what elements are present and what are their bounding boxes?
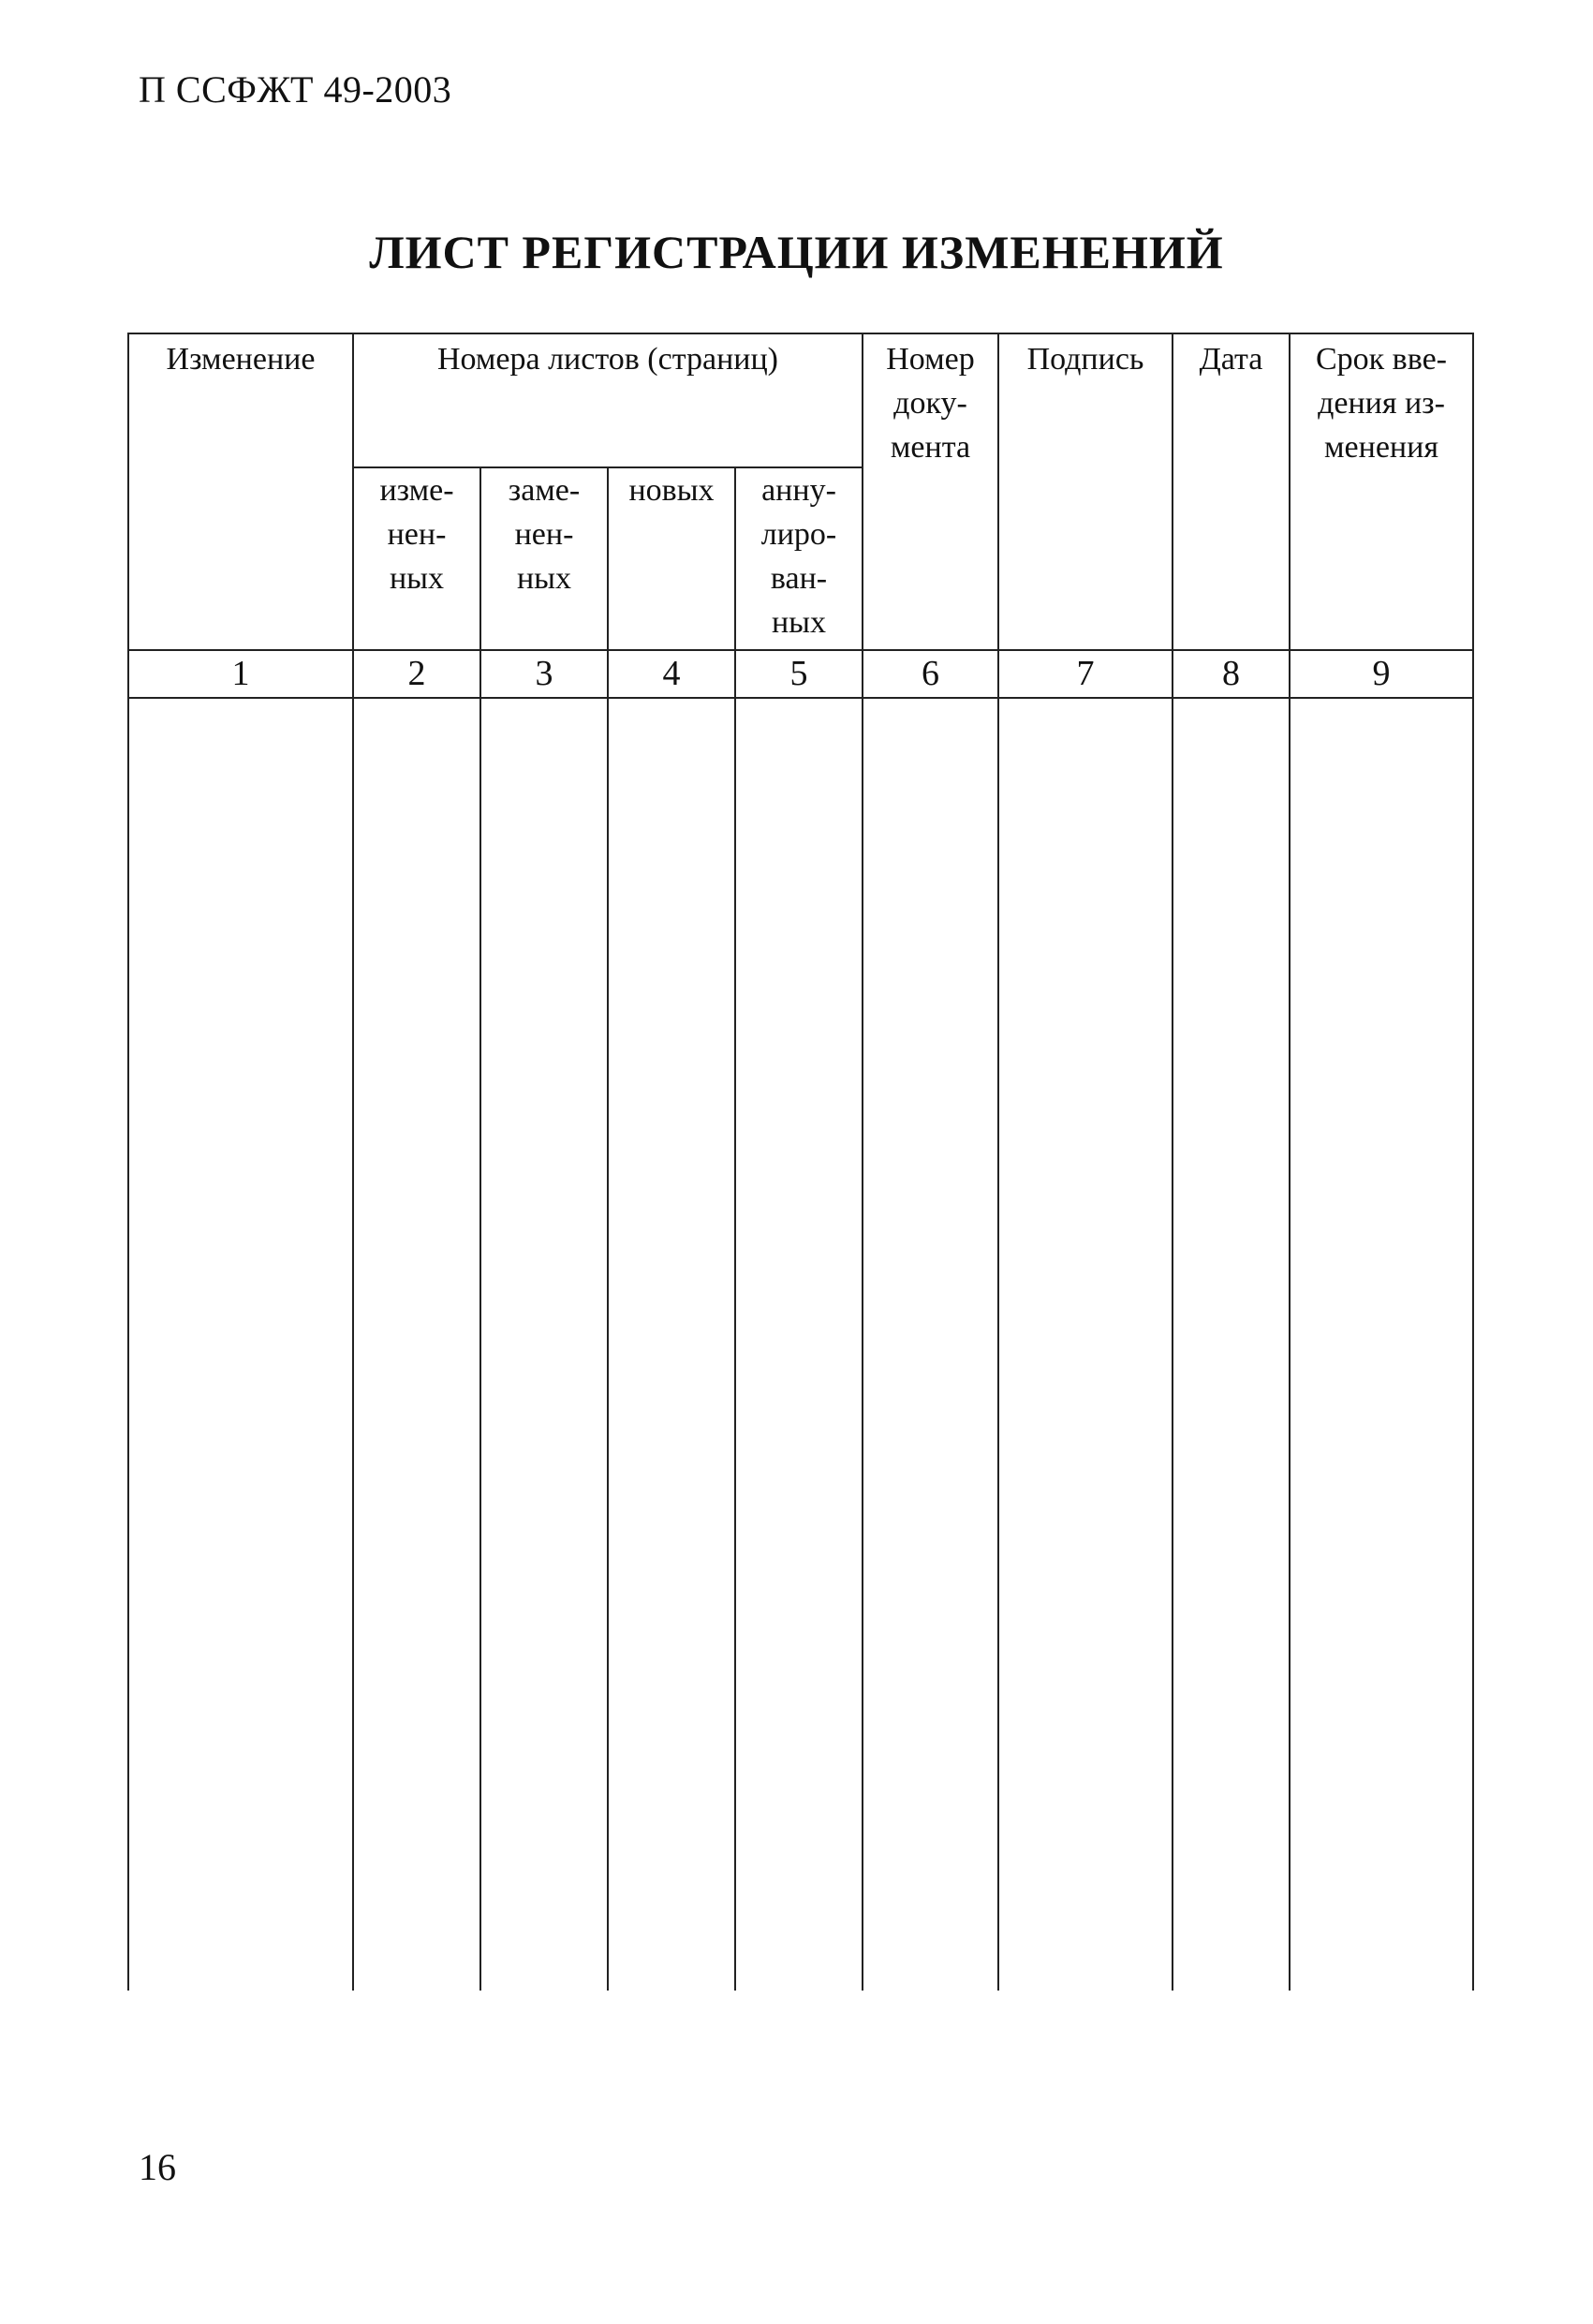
header-date: Дата xyxy=(1199,342,1263,377)
document-code: П ССФЖТ 49-2003 xyxy=(139,68,452,111)
col-divider-8 xyxy=(1289,333,1291,1991)
subheader-annulled: анну- лиро- ван- ных xyxy=(760,473,837,640)
header-effective-date: Срок вве- дения из- менения xyxy=(1315,342,1448,465)
subheader-replaced: заме- нен- ных xyxy=(508,473,581,596)
header-change: Изменение xyxy=(166,342,316,377)
column-number-3: 3 xyxy=(535,654,553,693)
col-divider-7 xyxy=(1172,333,1173,1991)
column-number-7: 7 xyxy=(1076,654,1095,693)
column-number-row-bottom-border xyxy=(127,697,1474,699)
column-number-8: 8 xyxy=(1222,654,1240,693)
col-divider-6 xyxy=(997,333,999,1991)
col-divider-5 xyxy=(862,333,863,1991)
subheader-changed: изме- нен- ных xyxy=(379,473,454,596)
subheader-new: новых xyxy=(628,473,715,508)
table-left-border xyxy=(127,333,129,1991)
header-signature: Подпись xyxy=(1026,342,1144,377)
table-top-border xyxy=(127,333,1474,334)
column-number-5: 5 xyxy=(789,654,808,693)
column-number-2: 2 xyxy=(407,654,426,693)
page-title: ЛИСТ РЕГИСТРАЦИИ ИЗМЕНЕНИЙ xyxy=(369,226,1224,278)
column-number-9: 9 xyxy=(1372,654,1391,693)
column-number-6: 6 xyxy=(922,654,939,693)
column-number-1: 1 xyxy=(231,654,250,693)
header-sheet-numbers: Номера листов (страниц) xyxy=(436,342,778,377)
table-right-border xyxy=(1472,333,1474,1991)
page-number: 16 xyxy=(139,2146,176,2188)
column-number-4: 4 xyxy=(662,654,681,693)
header-document-number: Номер доку- мента xyxy=(886,342,975,465)
